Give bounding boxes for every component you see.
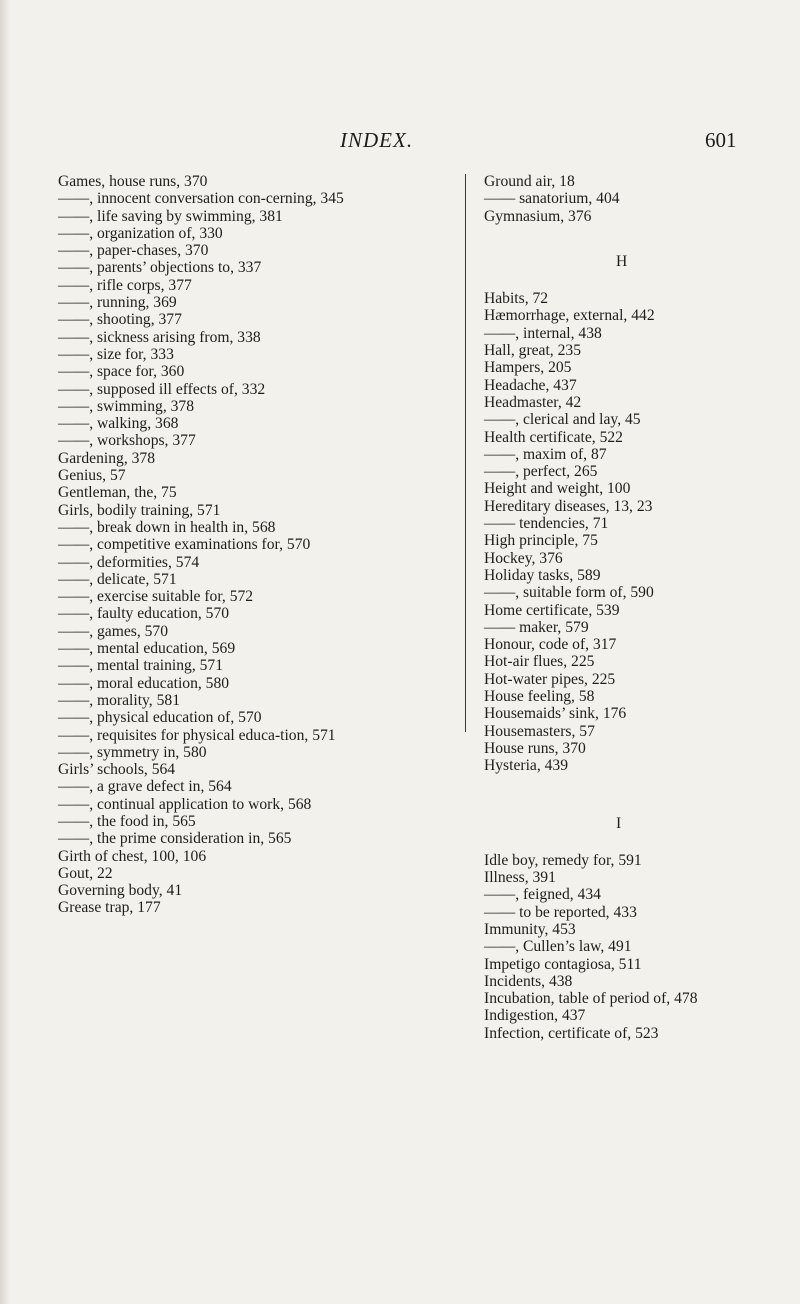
index-entry: Girls’ schools, 564 bbox=[58, 761, 176, 779]
index-entry: Hampers, 205 bbox=[484, 359, 572, 377]
index-subentry: ——, workshops, 377 bbox=[58, 432, 196, 450]
index-subentry: ——, paper-chases, 370 bbox=[58, 242, 209, 260]
index-entry: Governing body, 41 bbox=[58, 882, 183, 900]
index-subentry: ——, feigned, 434 bbox=[484, 886, 601, 904]
index-subentry: ——, competitive examinations for, 570 bbox=[58, 536, 311, 554]
index-entry: Health certificate, 522 bbox=[484, 428, 623, 446]
running-head bbox=[0, 128, 800, 158]
index-entry: Gardening, 378 bbox=[58, 449, 156, 467]
index-entry: Incubation, table of period of, 478 bbox=[484, 990, 698, 1008]
index-subentry: ——, running, 369 bbox=[58, 294, 177, 312]
index-entry: Illness, 391 bbox=[484, 869, 556, 887]
index-entry: Hæmorrhage, external, 442 bbox=[484, 307, 655, 325]
index-subentry: ——, deformities, 574 bbox=[58, 553, 200, 571]
index-subentry: ——, walking, 368 bbox=[58, 415, 179, 433]
index-entry: Gymnasium, 376 bbox=[484, 207, 592, 225]
index-subentry: ——, swimming, 378 bbox=[58, 397, 195, 415]
index-subentry: —— sanatorium, 404 bbox=[484, 190, 620, 208]
index-entry: Immunity, 453 bbox=[484, 920, 576, 938]
index-entry: High principle, 75 bbox=[484, 532, 598, 550]
index-entry: Gentleman, the, 75 bbox=[58, 484, 177, 502]
section-letter: I bbox=[616, 814, 622, 832]
index-subentry: ——, organization of, 330 bbox=[58, 224, 223, 242]
index-subentry: ——, mental training, 571 bbox=[58, 657, 224, 675]
index-subentry: ——, continual application to work, 568 bbox=[58, 795, 312, 813]
index-subentry: —— maker, 579 bbox=[484, 618, 589, 636]
index-subentry: —— to be reported, 433 bbox=[484, 903, 637, 921]
index-entry: Height and weight, 100 bbox=[484, 480, 631, 498]
index-subentry: ——, symmetry in, 580 bbox=[58, 743, 207, 761]
index-entry: Hot-air flues, 225 bbox=[484, 653, 595, 671]
index-subentry: ——, shooting, 377 bbox=[58, 311, 182, 329]
index-subentry: ——, perfect, 265 bbox=[484, 463, 598, 481]
index-subentry: ——, suitable form of, 590 bbox=[484, 584, 654, 602]
index-subentry: ——, sickness arising from, 338 bbox=[58, 328, 261, 346]
index-entry: Gout, 22 bbox=[58, 864, 113, 882]
index-entry: Ground air, 18 bbox=[484, 173, 575, 190]
index-subentry: ——, clerical and lay, 45 bbox=[484, 411, 641, 429]
section-letter: H bbox=[616, 252, 628, 270]
page-number: 601 bbox=[705, 128, 737, 152]
index-subentry: ——, a grave defect in, 564 bbox=[58, 778, 232, 796]
index-entry: Honour, code of, 317 bbox=[484, 636, 617, 654]
index-subentry: ——, size for, 333 bbox=[58, 345, 174, 363]
index-subentry: ——, internal, 438 bbox=[484, 324, 602, 342]
index-subentry: ——, rifle corps, 377 bbox=[58, 276, 192, 294]
index-entry: Incidents, 438 bbox=[484, 972, 573, 990]
index-entry: Grease trap, 177 bbox=[58, 899, 161, 917]
index-entry: Hockey, 376 bbox=[484, 549, 563, 567]
index-entry: Indigestion, 437 bbox=[484, 1007, 586, 1025]
index-entry: Hysteria, 439 bbox=[484, 757, 569, 775]
index-subentry: ——, maxim of, 87 bbox=[484, 445, 607, 463]
index-entry: Hot-water pipes, 225 bbox=[484, 670, 616, 688]
index-entry: Headmaster, 42 bbox=[484, 393, 582, 411]
index-subentry: ——, requisites for physical educa-tion, 571 bbox=[58, 726, 336, 744]
index-subentry: ——, physical education of, 570 bbox=[58, 709, 262, 727]
index-entry: Housemasters, 57 bbox=[484, 722, 595, 740]
index-subentry: ——, exercise suitable for, 572 bbox=[58, 588, 254, 606]
index-entry: House feeling, 58 bbox=[484, 688, 595, 706]
index-entry: Girls, bodily training, 571 bbox=[58, 501, 221, 519]
index-subentry: ——, games, 570 bbox=[58, 622, 169, 640]
index-entry: Games, house runs, 370 bbox=[58, 173, 208, 190]
index-entry: Infection, certificate of, 523 bbox=[484, 1024, 659, 1042]
index-subentry: ——, the prime consideration in, 565 bbox=[58, 830, 292, 848]
index-subentry: ——, morality, 581 bbox=[58, 691, 180, 709]
index-entry: Genius, 57 bbox=[58, 467, 126, 485]
index-subentry: ——, Cullen’s law, 491 bbox=[484, 938, 632, 956]
index-entry: Idle boy, remedy for, 591 bbox=[484, 851, 642, 869]
index-subentry: ——, life saving by swimming, 381 bbox=[58, 207, 283, 225]
index-subentry: ——, the food in, 565 bbox=[58, 812, 196, 830]
index-entry: Impetigo contagiosa, 511 bbox=[484, 955, 642, 973]
index-subentry: —— tendencies, 71 bbox=[484, 515, 609, 533]
index-entry: Home certificate, 539 bbox=[484, 601, 620, 619]
index-entry: House runs, 370 bbox=[484, 739, 586, 757]
index-subentry: ——, delicate, 571 bbox=[58, 570, 177, 588]
index-subentry: ——, supposed ill effects of, 332 bbox=[58, 380, 266, 398]
index-entry: Holiday tasks, 589 bbox=[484, 566, 601, 584]
index-subentry: ——, parents’ objections to, 337 bbox=[58, 259, 262, 277]
index-entry: Hereditary diseases, 13, 23 bbox=[484, 497, 653, 515]
column-divider bbox=[465, 174, 466, 732]
index-subentry: ——, faulty education, 570 bbox=[58, 605, 230, 623]
index-entry: Habits, 72 bbox=[484, 290, 549, 308]
index-entry: Housemaids’ sink, 176 bbox=[484, 705, 627, 723]
right-column bbox=[484, 173, 784, 1042]
index-subentry: ——, mental education, 569 bbox=[58, 640, 236, 658]
page-gutter bbox=[0, 0, 10, 1304]
index-entry: Headache, 437 bbox=[484, 376, 577, 394]
index-subentry: ——, moral education, 580 bbox=[58, 674, 230, 692]
index-entry: Hall, great, 235 bbox=[484, 342, 581, 360]
index-subentry: ——, space for, 360 bbox=[58, 363, 185, 381]
left-column bbox=[58, 173, 440, 917]
index-subentry: ——, break down in health in, 568 bbox=[58, 518, 276, 536]
index-subentry: ——, innocent conversation con-cerning, 345 bbox=[58, 190, 344, 208]
index-entry: Girth of chest, 100, 106 bbox=[58, 847, 207, 865]
page-title: INDEX. bbox=[340, 128, 414, 152]
